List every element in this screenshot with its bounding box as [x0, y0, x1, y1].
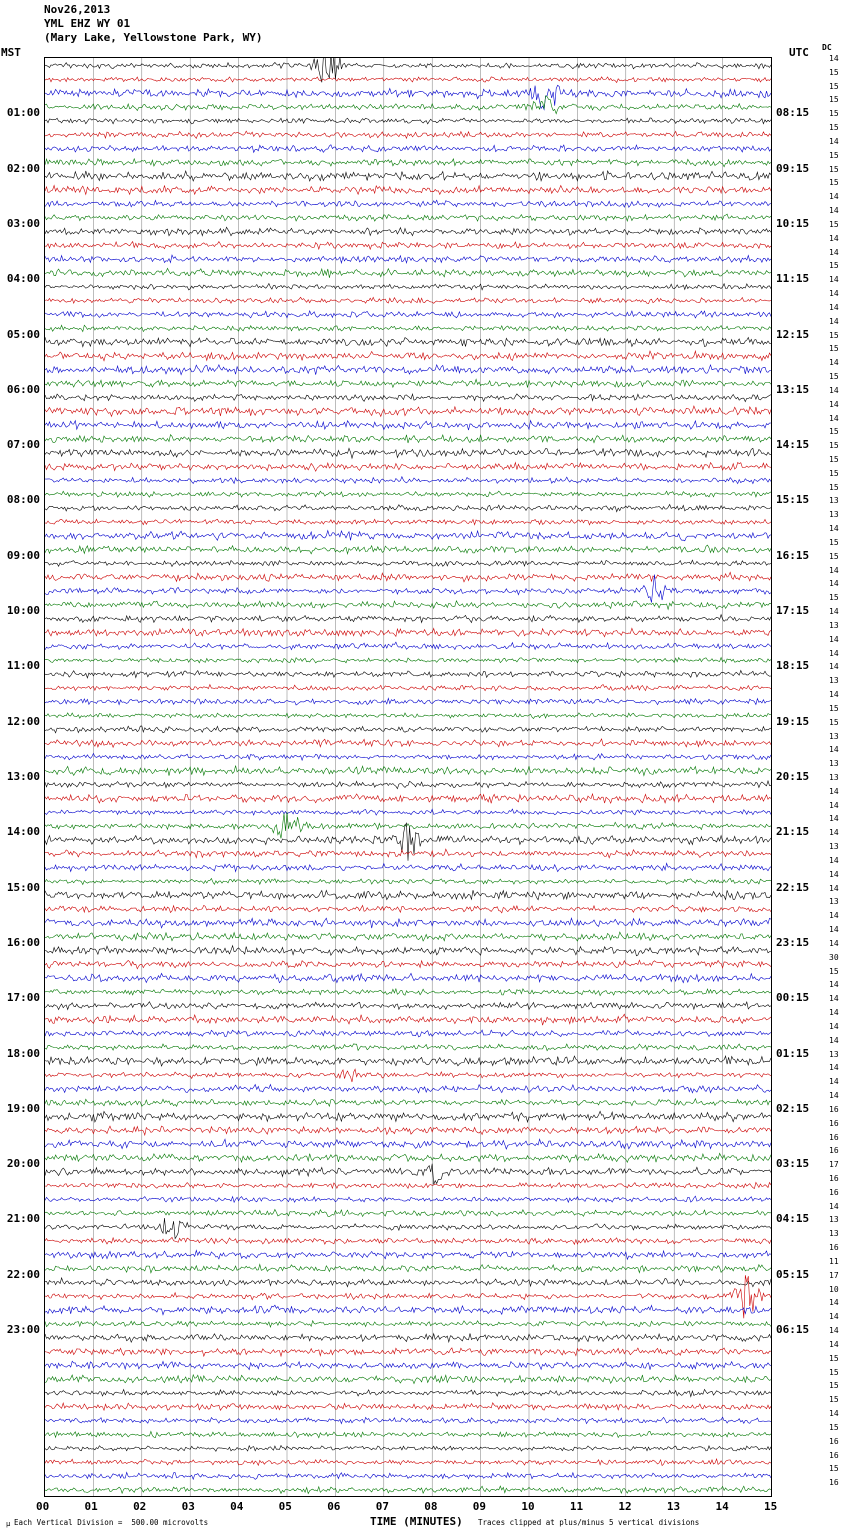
header-location: (Mary Lake, Yellowstone Park, WY) [44, 31, 263, 44]
x-axis-tick: 05 [278, 1500, 292, 1513]
left-time-tick: 20:00 [6, 1157, 40, 1171]
dc-value: 15 [829, 219, 839, 229]
dc-value: 13 [829, 773, 839, 782]
dc-value: 15 [829, 164, 839, 174]
x-axis-tick: 04 [230, 1500, 244, 1513]
right-time-tick: 01:15 [776, 1046, 810, 1060]
dc-value: 15 [829, 966, 839, 976]
dc-value: 15 [829, 1381, 839, 1391]
dc-value: 14 [829, 206, 839, 216]
dc-value: 14 [829, 1326, 839, 1336]
right-time-tick: 18:15 [776, 659, 810, 673]
left-time-tick: 19:00 [6, 1101, 40, 1115]
dc-value: 14 [829, 136, 839, 146]
dc-value: 14 [829, 662, 839, 672]
dc-value: 14 [829, 1298, 839, 1308]
dc-value: 14 [829, 607, 839, 617]
dc-value: 17 [829, 1270, 839, 1280]
dc-value: 16 [829, 1104, 839, 1114]
x-axis-tick: 00 [36, 1500, 50, 1513]
header-station: YML EHZ WY 01 [44, 17, 131, 30]
dc-value: 14 [829, 745, 839, 755]
dc-value: 14 [829, 1091, 839, 1101]
dc-value: 15 [829, 67, 839, 77]
right-time-tick: 16:15 [776, 548, 810, 562]
right-time-tick: 05:15 [776, 1267, 810, 1281]
dc-value: 16 [829, 1118, 839, 1128]
dc-value: 16 [829, 1478, 839, 1488]
dc-value: 14 [829, 869, 839, 879]
dc-value: 14 [829, 938, 839, 948]
right-time-tick: 04:15 [776, 1212, 810, 1226]
right-axis-label: UTC [789, 46, 809, 59]
dc-value: 14 [829, 247, 839, 257]
dc-value: 14 [829, 1077, 839, 1087]
dc-value: 15 [829, 1395, 839, 1405]
helicorder-traces [45, 58, 771, 1496]
right-time-tick: 06:15 [776, 1323, 810, 1337]
dc-value: 15 [829, 537, 839, 547]
dc-value: 14 [829, 648, 839, 658]
right-time-tick: 17:15 [776, 604, 810, 618]
dc-value: 15 [829, 441, 839, 451]
x-axis-tick: 03 [181, 1500, 195, 1513]
dc-value: 14 [829, 54, 839, 63]
x-axis-tick: 09 [472, 1500, 487, 1513]
dc-value: 14 [829, 925, 839, 935]
left-time-tick: 04:00 [6, 272, 40, 286]
dc-value: 14 [829, 192, 839, 202]
dc-value: 15 [829, 717, 839, 727]
x-axis-title: TIME (MINUTES) [370, 1515, 463, 1528]
left-time-tick: 14:00 [6, 825, 40, 839]
dc-value: 15 [829, 330, 839, 340]
dc-value: 15 [829, 1353, 839, 1363]
dc-value: 15 [829, 1367, 839, 1377]
left-time-tick: 06:00 [6, 382, 40, 396]
dc-value: 14 [829, 1063, 839, 1073]
footer-scale-note: Each Vertical Division = 500.00 microvolts [14, 1518, 209, 1527]
left-time-tick: 07:00 [6, 438, 40, 452]
right-time-tick: 23:15 [776, 935, 810, 949]
dc-value: 15 [829, 427, 839, 437]
dc-value: 14 [829, 399, 839, 409]
dc-value: 10 [829, 1284, 839, 1294]
dc-value: 13 [829, 759, 839, 769]
dc-value: 15 [829, 482, 839, 492]
left-time-tick: 23:00 [6, 1323, 40, 1337]
left-time-tick: 09:00 [6, 548, 40, 562]
dc-value: 13 [829, 620, 839, 630]
right-time-tick: 00:15 [776, 991, 810, 1005]
dc-value: 13 [829, 731, 839, 741]
right-time-tick: 22:15 [776, 880, 810, 894]
dc-value: 16 [829, 1146, 839, 1156]
dc-value: 11 [829, 1256, 839, 1266]
x-axis-tick: 01 [84, 1500, 98, 1513]
dc-value: 15 [829, 703, 839, 713]
dc-value: 14 [829, 994, 839, 1004]
right-time-tick: 11:15 [776, 272, 810, 286]
dc-value: 15 [829, 468, 839, 478]
right-time-tick: 14:15 [776, 438, 810, 452]
dc-value: 14 [829, 800, 839, 810]
dc-value: 14 [829, 911, 839, 921]
left-time-tick: 13:00 [6, 770, 40, 783]
x-axis-tick: 07 [375, 1500, 389, 1513]
footer-unit-symbol: μ [6, 1520, 11, 1528]
dc-value: 14 [829, 1035, 839, 1045]
dc-value: 14 [829, 316, 839, 326]
dc-value: 14 [829, 358, 839, 368]
dc-value: 15 [829, 123, 839, 133]
dc-value: 30 [829, 952, 839, 962]
x-axis-tick: 10 [521, 1500, 535, 1513]
dc-value: 14 [829, 786, 839, 796]
right-time-tick: 15:15 [776, 493, 810, 507]
dc-value: 16 [829, 1450, 839, 1460]
dc-value: 14 [829, 579, 839, 589]
dc-value: 15 [829, 454, 839, 464]
dc-value: 16 [829, 1243, 839, 1253]
dc-value: 14 [829, 413, 839, 423]
dc-value: 14 [829, 1312, 839, 1322]
dc-value: 15 [829, 551, 839, 561]
right-time-tick: 10:15 [776, 216, 810, 230]
left-time-tick: 10:00 [6, 604, 40, 618]
dc-value: 15 [829, 1422, 839, 1432]
dc-value: 15 [829, 109, 839, 119]
right-time-tick: 20:15 [776, 770, 810, 783]
dc-value: 15 [829, 372, 839, 382]
dc-value: 13 [829, 496, 839, 506]
right-time-tick: 03:15 [776, 1157, 810, 1171]
x-axis-tick: 11 [569, 1500, 584, 1513]
left-time-tick: 12:00 [6, 714, 40, 728]
dc-value: 15 [829, 1464, 839, 1474]
dc-value: 13 [829, 897, 839, 907]
dc-column-label: DC [822, 43, 832, 52]
left-time-tick: 17:00 [6, 991, 40, 1005]
dc-value: 13 [829, 676, 839, 686]
dc-value: 14 [829, 565, 839, 575]
dc-value: 14 [829, 385, 839, 395]
dc-value: 15 [829, 95, 839, 105]
dc-value: 15 [829, 344, 839, 354]
helicorder-plot [44, 57, 772, 1497]
dc-value: 13 [829, 1049, 839, 1059]
left-time-tick: 01:00 [6, 106, 40, 120]
dc-value: 14 [829, 690, 839, 700]
dc-value: 14 [829, 828, 839, 838]
dc-value: 14 [829, 275, 839, 285]
dc-value: 16 [829, 1187, 839, 1197]
dc-value: 14 [829, 1201, 839, 1211]
right-time-tick: 09:15 [776, 161, 810, 175]
left-time-tick: 08:00 [6, 493, 40, 507]
dc-value: 14 [829, 1008, 839, 1018]
dc-value: 13 [829, 842, 839, 852]
left-time-tick: 05:00 [6, 327, 40, 341]
footer-clip-note: Traces clipped at plus/minus 5 vertical divisions [478, 1518, 700, 1527]
x-axis-tick: 15 [764, 1500, 778, 1513]
dc-value: 14 [829, 814, 839, 824]
right-time-tick: 21:15 [776, 825, 810, 839]
dc-value: 13 [829, 1229, 839, 1239]
right-time-tick: 13:15 [776, 382, 810, 396]
left-axis-label: MST [1, 46, 21, 59]
dc-value: 14 [829, 1021, 839, 1031]
dc-value: 14 [829, 883, 839, 893]
header-date: Nov26,2013 [44, 3, 111, 16]
dc-value: 15 [829, 178, 839, 188]
dc-value: 14 [829, 302, 839, 312]
x-axis-tick: 02 [133, 1500, 147, 1513]
x-axis-tick: 06 [327, 1500, 341, 1513]
left-time-tick: 18:00 [6, 1046, 40, 1060]
dc-value: 14 [829, 634, 839, 644]
left-time-tick: 02:00 [6, 161, 40, 175]
dc-value: 14 [829, 233, 839, 243]
dc-value: 17 [829, 1160, 839, 1170]
right-time-tick: 02:15 [776, 1101, 810, 1115]
right-time-tick: 12:15 [776, 327, 810, 341]
dc-value: 14 [829, 855, 839, 865]
left-time-tick: 22:00 [6, 1267, 40, 1281]
left-time-tick: 11:00 [6, 659, 40, 673]
dc-value: 14 [829, 980, 839, 990]
x-axis-tick: 13 [666, 1500, 681, 1513]
dc-value: 15 [829, 593, 839, 603]
left-time-tick: 03:00 [6, 216, 40, 230]
dc-value: 16 [829, 1436, 839, 1446]
right-time-tick: 19:15 [776, 714, 810, 728]
x-axis-tick: 14 [715, 1500, 729, 1513]
x-axis-tick: 12 [618, 1500, 632, 1513]
dc-value: 14 [829, 1409, 839, 1419]
dc-value: 14 [829, 289, 839, 299]
left-time-tick: 21:00 [6, 1212, 40, 1226]
dc-value: 16 [829, 1173, 839, 1183]
dc-value: 13 [829, 1215, 839, 1225]
dc-value: 15 [829, 261, 839, 271]
dc-value: 16 [829, 1132, 839, 1142]
dc-value: 15 [829, 150, 839, 160]
dc-value: 15 [829, 81, 839, 91]
dc-value: 13 [829, 510, 839, 520]
dc-value: 14 [829, 524, 839, 534]
right-time-tick: 08:15 [776, 106, 810, 120]
x-axis-tick: 08 [424, 1500, 438, 1513]
left-time-tick: 16:00 [6, 935, 40, 949]
dc-value: 14 [829, 1339, 839, 1349]
left-time-tick: 15:00 [6, 880, 40, 894]
